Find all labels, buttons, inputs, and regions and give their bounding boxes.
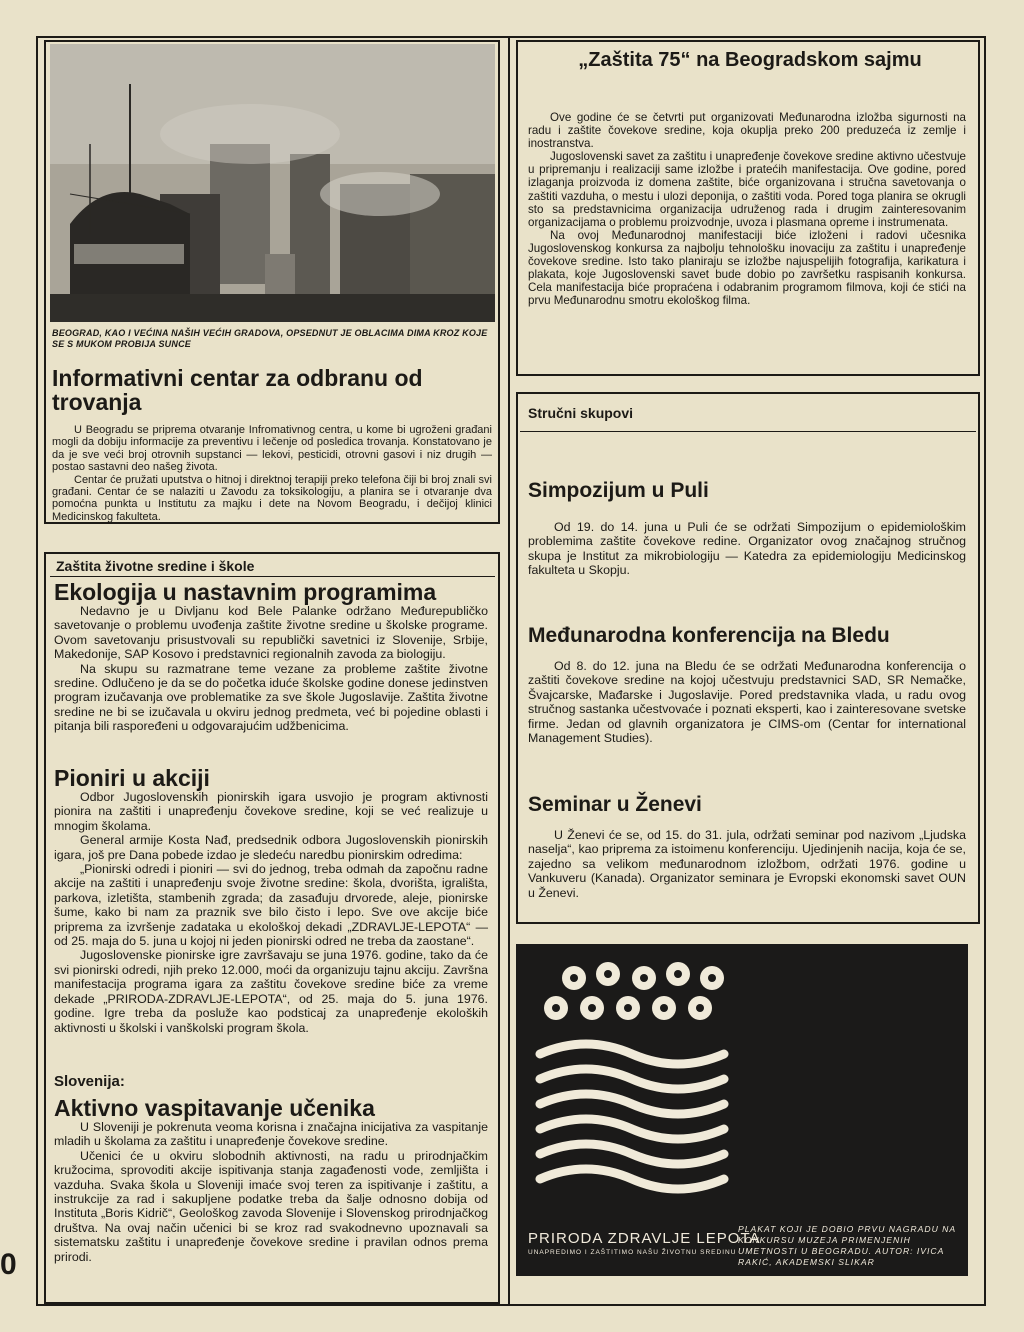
slovenija-body: [54, 1120, 488, 1264]
pula-body: [528, 520, 966, 578]
sajam-title: „Zaštita 75“ na Beogradskom sajmu: [578, 49, 922, 71]
city-smog-photo: [50, 44, 495, 322]
info-centar-paragraph: Centar će pružati uputstva o hitnoj i direktnoj terapiji preko telefona čiji bi broj znali svi građani. Centar će se nalaziti u Zavodu za toksikologiju, a planira se i otvaranje dva pomoćna punkta u Institutu za majku i dete na Novom Beogradu, i dečijoj klinici Medicinskog fakulteta.: [52, 473, 492, 523]
pioniri-paragraph: „Pionirski odredi i pioniri — svi do jednog, treba odmah da započnu radne akcije na zaštiti i unapređenju svoje životne sredine: škola, dvorišta, igrališta, parkova, izletišta, stambenih zgrada; da zasađuju drvorede, aleje, pionirske šume, kako bi nam za praznik sve bilo čisto i lepo. Sve ove akcije biće priprema za izvršenje zadataka u ekološkoj dekadi „ZDRAVLJE-LEPOTA“ — od 25. maja do 5. juna u kojoj ni jeden pionirski odred ne treba da zaostane“.: [54, 862, 488, 949]
column-divider: [508, 36, 510, 1306]
sajam-paragraph: Jugoslovenski savet za zaštitu i unapređenje čovekove sredine aktivno učestvuje u pripremanju i realizaciji same izložbe i pratećih manifestacija. Ove godine, pored izlaganja proizvoda iz domena zaštite, biće organizovana i stručna savetovanja o zaštiti vazduha, o mestu i ulozi deponija, o zaštiti voda. Pored toga planira se okrugli sto sa predstavnicima organizacija udruženog rada i drugim zainteresovanim organizacijama o problemu proizvodnje, uvoza i plasmana opreme i instrumenata.: [528, 150, 966, 229]
info-centar-paragraph: U Beogradu se priprema otvaranje Infromativnog centra, u kome bi ugroženi građani mogli da dobiju informacije za preventivu i lečenje od posledica trovanja. Konstatovano je da je sve veći broj otrovnih supstanci — lekovi, pesticidi, otrovni gasovi i niz drugih — postao sastavni deo našeg života.: [52, 424, 492, 474]
school-paragraph: Na skupu su razmatrane teme vezane za probleme zaštite životne sredine. Odlučeno je da se do početka iduće školske godine donese jedinstven program izučavanja ove problematike za sve škole Jugoslavije. Zaštita životne sredine ne bi se izučavala u okviru jednog predmeta, već bi pojedine oblasti i pitanja bili raspoređeni u odgovarajućim udžbenicima.: [54, 661, 488, 734]
zenev-title: Seminar u Ženevi: [528, 793, 702, 816]
kicker-rule: [50, 576, 495, 577]
pioniri-paragraph: Jugoslovenske pionirske igre završavaju se juna 1976. godine, tako da će svi pionirski odredi, njih preko 12.000, moći da organizuju tajnu akciju. Završna manifestacija programa igara za zaštitu čovekove sredine biće za vreme dekade „PRIRODA-ZDRAVLJE-LEPOTA“, od 25. maja do 5. juna 1976. godine. Igre treba da posluže kao podsticaj za unapređenje ekoloških aktivnosti u školski i vanškolski program škola.: [54, 948, 488, 1035]
bled-paragraph: Od 8. do 12. juna na Bledu će se održati Međunarodna konferencija o zaštiti čovekove sredine na kojoj učestvuju predstavnici SAD, SR Nemačke, Švajcarske, Mađarske i Jugoslavije. Pored predstavnika vlada, u radu ovog stručnog sastanka učestvovaće i poznati eksperti, kao i zainteresovane svetske firme. Jedan od glavnih organizatora je CIMS-om (Centar for international Management Studies).: [528, 659, 966, 746]
slovenija-kicker: Slovenija:: [54, 1073, 125, 1090]
pioniri-body: [54, 790, 488, 1035]
bled-body: [528, 659, 966, 745]
pioniri-title: Pioniri u akciji: [54, 765, 210, 791]
pula-title: Simpozijum u Puli: [528, 479, 709, 502]
kicker-rule: [520, 431, 976, 432]
zenev-paragraph: U Ženevi će se, od 15. do 31. jula, održati seminar pod nazivom „Ljudska naselja“, kao priprema za istoimenu konferenciju. Ujedinjenih nacija, koja će se, zajedno sa velikom međunarodnom izložbom, održati 1976. godine u Vankuveru (Kanada). Organizator seminara je Evropski ekonomski savet OUN u Ženevi.: [528, 828, 966, 900]
photo-caption: BEOGRAD, KAO I VEĆINA NAŠIH VEĆIH GRADOVA, OPSEDNUT JE OBLACIMA DIMA KROZ KOJE SE S MUKOM PROBIJA SUNCE: [52, 328, 488, 349]
city-skyline-illustration: [50, 44, 495, 322]
sajam-paragraph: Na ovoj Međunarodnoj manifestaciji biće izloženi i radovi učesnika Jugoslovenskog konkursa za najbolju tehnološku inovaciju za zaštitu i unapređenje čovekove sredine. Isto tako planiraju se izložbe najuspelijih fotografija, karikatura i plakata, koje Jugoslovenski savet bude dobio po završetku raspisanih konkursa. Cela manifestacija biće propraćena i odabranim programom filmova, koji će stići na prvu Međunarodnu smotru ekološkog filma.: [528, 228, 966, 308]
school-kicker: Zaštita životne sredine i škole: [56, 558, 255, 574]
poster-title: PRIRODA ZDRAVLJE LEPOTA: [528, 1230, 761, 1247]
poster-subtitle: UNAPREDIMO I ZAŠTITIMO NAŠU ŽIVOTNU SREDINU: [528, 1249, 737, 1256]
pioniri-paragraph: Odbor Jugoslovenskih pionirskih igara usvojio je program aktivnosti pionira na zaštiti i unapređenju čovekove sredine, koji se već realizuje u mnogim školama.: [54, 790, 488, 833]
info-centar-title: Informativni centar za odbranu od trovanja: [52, 365, 423, 416]
bled-title: Međunarodna konferencija na Bledu: [528, 624, 890, 647]
poster-caption: PLAKAT KOJI JE DOBIO PRVU NAGRADU NA KONKURSU MUZEJA PRIMENJENIH UMETNOSTI U BEOGRADU. AUTOR: IVICA RAKIĆ, AKADEMSKI SLIKAR: [738, 1224, 956, 1267]
sajam-body: [528, 111, 966, 307]
slovenija-title: Aktivno vaspitavanje učenika: [54, 1095, 375, 1121]
poster-image: [516, 944, 968, 1276]
slovenija-paragraph: Učenici će u okviru slobodnih aktivnosti, na radu u prirodnjačkim kružocima, sprovoditi akcije ispitivanja stanja zagađenosti vode, zemljišta i vazduha. Svaka škola u Sloveniji imaće svoj teren za ispitivanje i zaštitu, a instrukcije za rad i sakupljene podatke treba da šalje odnosno dobija od Instituta „Boris Kidrič“, Geološkog zavoda Slovenije i Slovenskog prirodnjačkog društva. Na ovaj način učenici bi se kroz rad svakodnevno upoznavali sa sistematsku zaštitu i unapređenje čovekove sredine i pravilan odnos prema prirodi.: [54, 1148, 488, 1264]
school-title: Ekologija u nastavnim programima: [54, 579, 437, 605]
pioniri-paragraph: General armije Kosta Nađ, predsednik odbora Jugoslovenskih pionirskih igara, još pre Dana pobede izdao je sledeću naredbu pionirskim odredima:: [54, 833, 488, 862]
page-number: 0: [0, 1248, 17, 1281]
sajam-paragraph: Ove godine će se četvrti put organizovati Međunarodna izložba sigurnosti na radu i zaštite čovekove sredine, koja okuplja preko 200 preduzeća iz zemlje i inostranstva.: [528, 111, 966, 151]
strucni-kicker: Stručni skupovi: [528, 405, 634, 421]
info-centar-body: [52, 424, 492, 523]
pula-paragraph: Od 19. do 14. juna u Puli će se održati Simpozijum o epidemiološkim problemima zaštite čovekove redine. Organizator ovog značajnog stručnog skupa je Institut za mikrobiologiju — Katedra za epidemiologiju Medicinskog fakulteta u Skopju.: [528, 520, 966, 578]
school-paragraph: Nedavno je u Divljanu kod Bele Palanke održano Međurepubličko savetovanje o problemu uvođenja zaštite životne sredine u školske programe. Ovom savetovanju prisustvovali su republički savetnici iz Slovenije, Srbije, Makedonije, SAP Kosovo i predstavnici regionalnih zavoda za biologiju.: [54, 604, 488, 662]
slovenija-paragraph: U Sloveniji je pokrenuta veoma korisna i značajna inicijativa za vaspitanje mladih u školama za zaštitu i unapređenje čovekove sredine.: [54, 1120, 488, 1149]
school-body: [54, 604, 488, 734]
zenev-body: [528, 828, 966, 900]
